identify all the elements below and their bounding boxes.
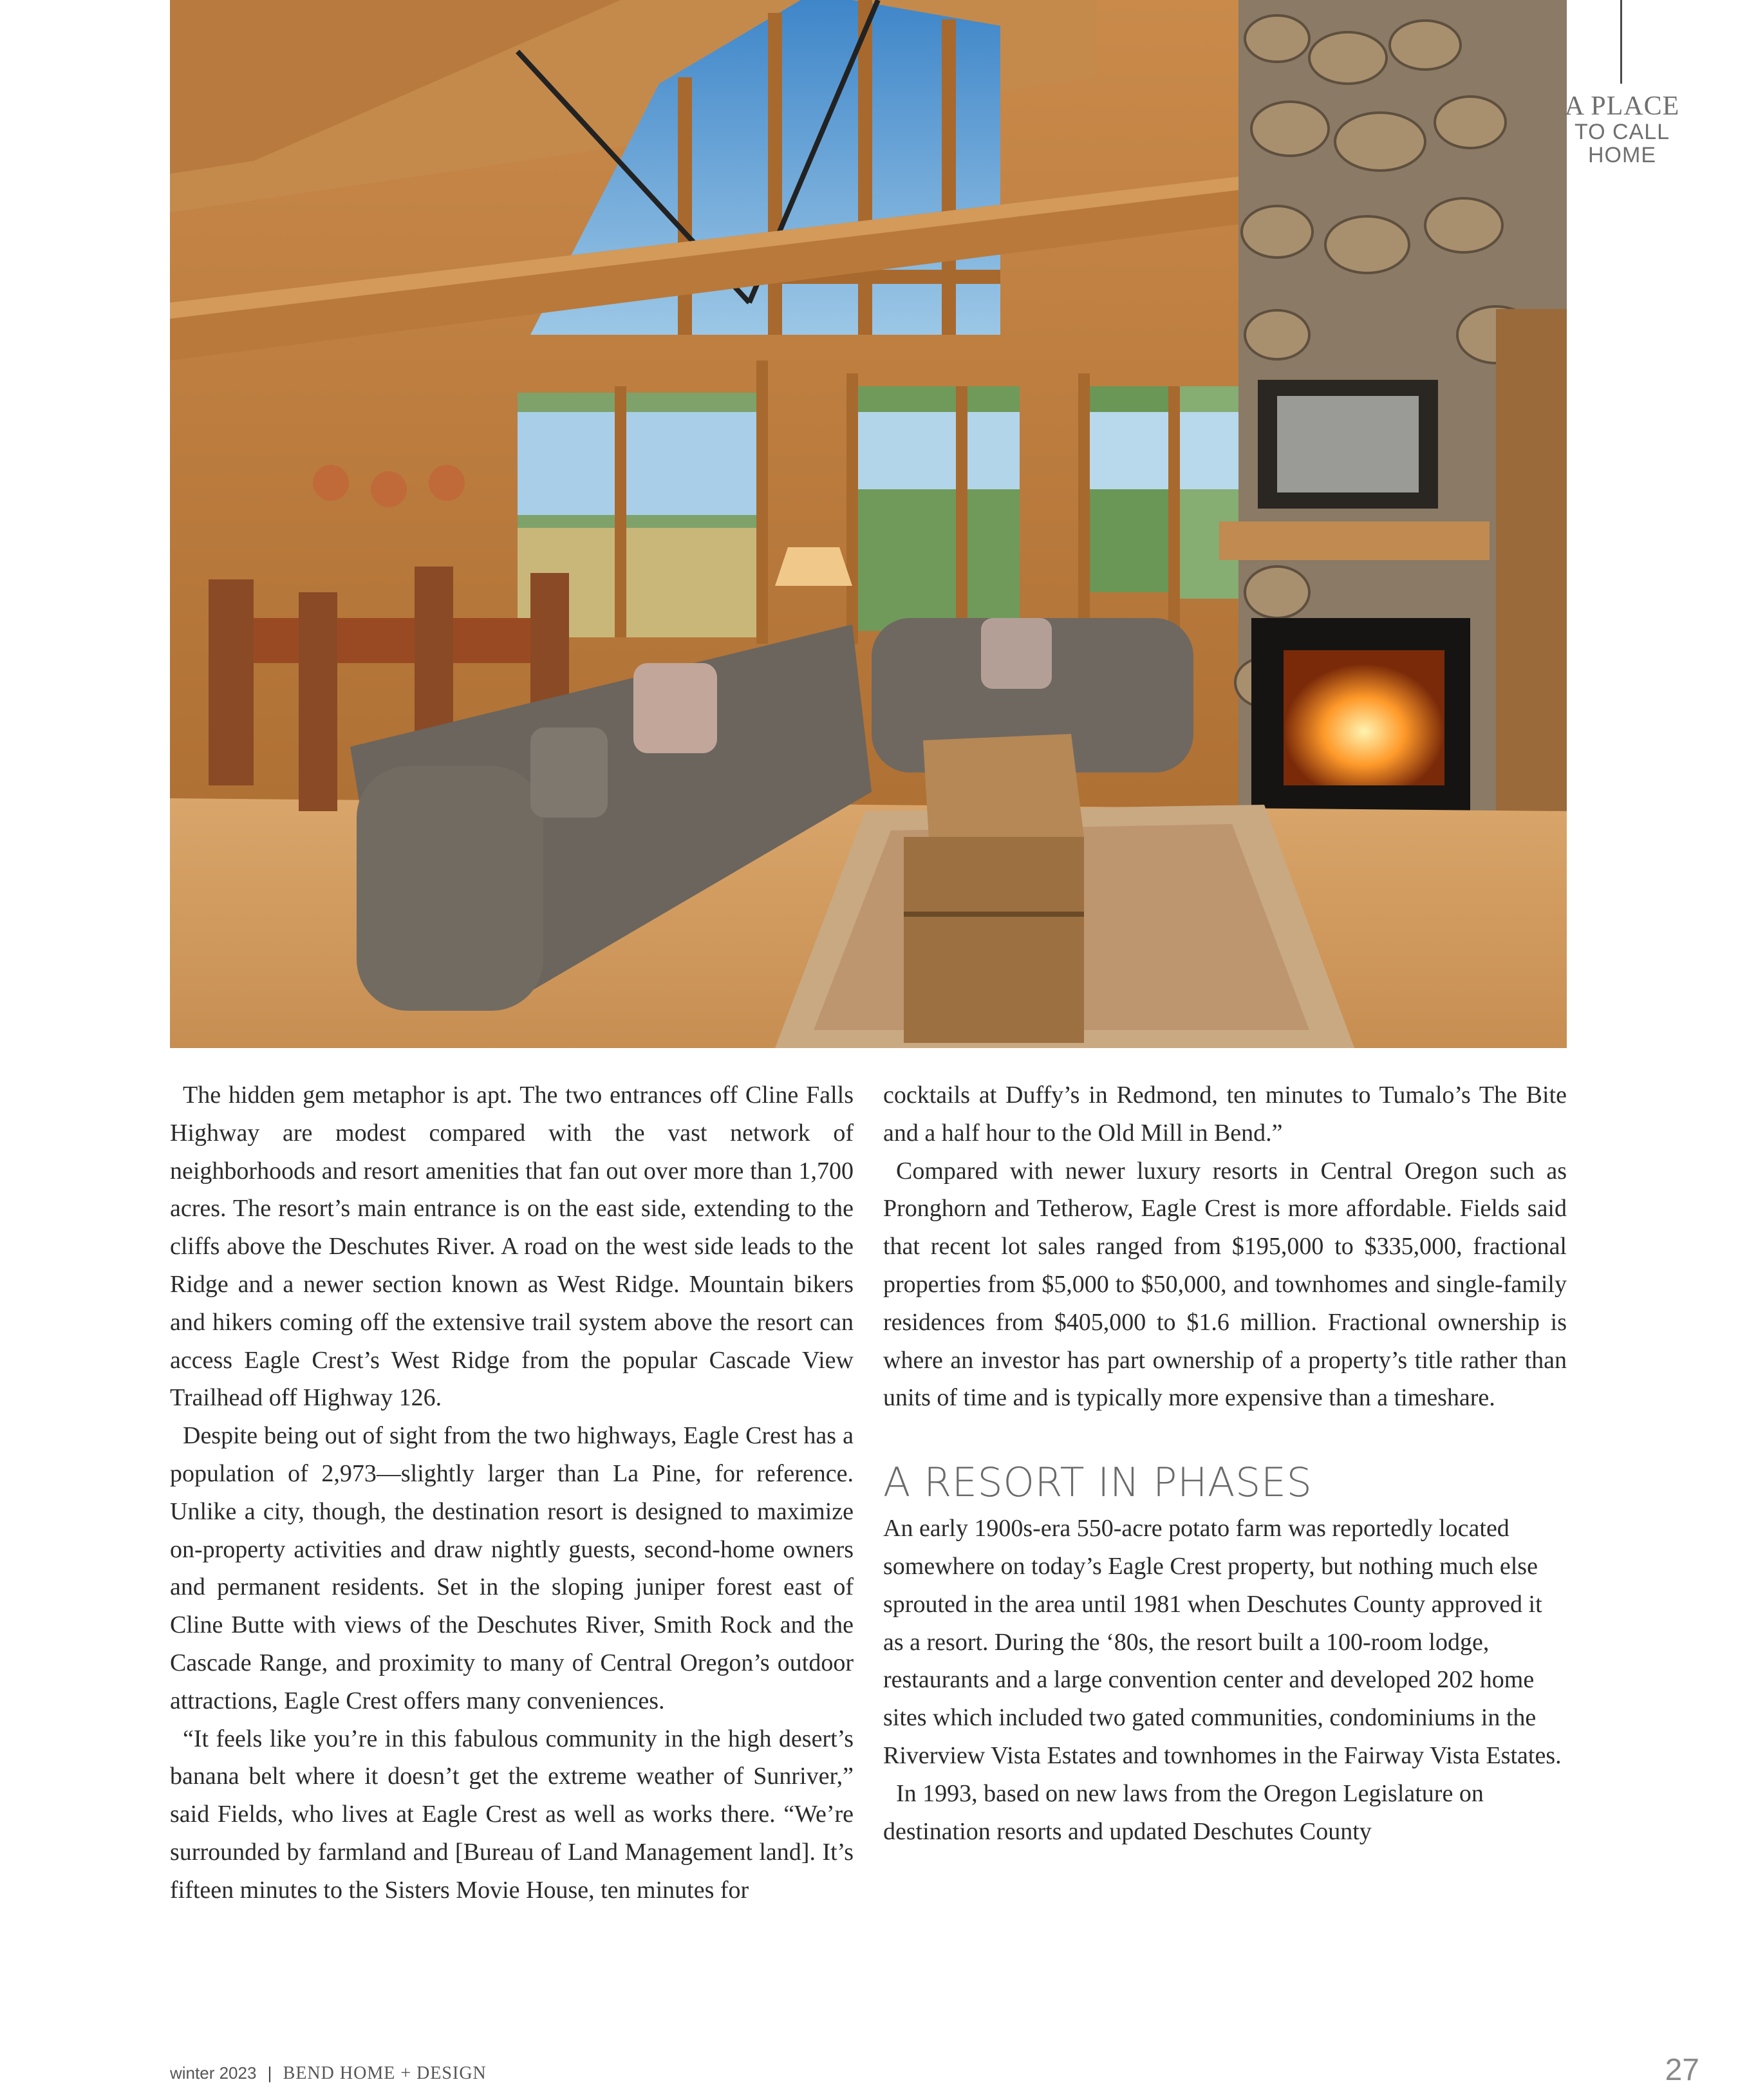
issue-date: winter 2023 xyxy=(170,2063,257,2083)
paragraph: The hidden gem metaphor is apt. The two entrances off Cline Falls Highway are modest compared with the vast network of neighborhoods and resort amenities that fan out over more than 1,700 acres. The resort’s main entrance is on the east side, extending to the cliffs above the Deschutes River. A road on the west side leads to the Ridge and a newer section known as West Ridge. Mountain bikers and hikers coming off the extensive trail system above the resort can access Eagle Crest’s West Ridge from the popular Cascade View Trailhead off Highway 126. xyxy=(170,1082,854,1412)
page-number: 27 xyxy=(1665,2053,1699,2087)
section-label-line1: A PLACE xyxy=(1564,91,1680,121)
article-column-left xyxy=(170,1076,854,1909)
page-footer xyxy=(170,2063,487,2084)
section-heading: A RESORT IN PHASES xyxy=(883,1459,1313,1506)
living-room-photo xyxy=(170,0,1567,1048)
paragraph: An early 1900s-era 550-acre potato farm was reportedly located somewhere on today’s Eagle Crest property, but nothing much else sprouted in the area until 1981 when Deschutes County approved it as a resort. During the ‘80s, the resort built a 100-room lodge, restaurants and a large convention center and developed 202 home sites which included two gated communities, condominiums in the Riverview Vista Estates and townhomes in the Fairway Vista Estates. xyxy=(883,1515,1562,1769)
article-column-right xyxy=(883,1076,1567,1850)
paragraph: cocktails at Duffy’s in Redmond, ten minutes to Tumalo’s The Bite and a half hour to the Old Mill in Bend.” xyxy=(883,1082,1567,1147)
footer-separator: | xyxy=(267,2063,272,2083)
section-label-line3: HOME xyxy=(1588,143,1656,167)
paragraph: “It feels like you’re in this fabulous community in the high desert’s banana belt where it doesn’t get the extreme weather of Sunriver,” said Fields, who lives at Eagle Crest as well as works there. “We’re surrounded by farmland and [Bureau of Land Management land]. It’s fifteen minutes to the Sisters Movie House, ten minutes for xyxy=(170,1725,854,1904)
paragraph: In 1993, based on new laws from the Oregon Legislature on destination resorts and updated Deschutes County xyxy=(883,1779,1484,1845)
paragraph: Despite being out of sight from the two highways, Eagle Crest has a population of 2,973—slightly larger than La Pine, for reference. Unlike a city, though, the destination resort is designed to maximize on-property activities and draw nightly guests, second-home owners and permanent residents. Set in the sloping juniper forest east of Cline Butte with views of the Deschutes River, Smith Rock and the Cascade Range, and proximity to many of Central Oregon’s outdoor attractions, Eagle Crest offers many conveniences. xyxy=(170,1422,854,1714)
section-label xyxy=(1558,93,1687,166)
section-divider-line xyxy=(1620,0,1622,84)
paragraph: Compared with newer luxury resorts in Central Oregon such as Pronghorn and Tetherow, Eagle Crest is more affordable. Fields said that recent lot sales ranged from $195,000 to $335,000, fractional properties from $5,000 to $50,000, and townhomes and single-family residences from $405,000 to $1.6 million. Fractional ownership is where an investor has part ownership of a property’s title rather than units of time and is typically more expensive than a timeshare. xyxy=(883,1157,1567,1412)
section-label-line2: TO CALL xyxy=(1574,120,1670,144)
magazine-name: BEND HOME + DESIGN xyxy=(283,2063,487,2083)
